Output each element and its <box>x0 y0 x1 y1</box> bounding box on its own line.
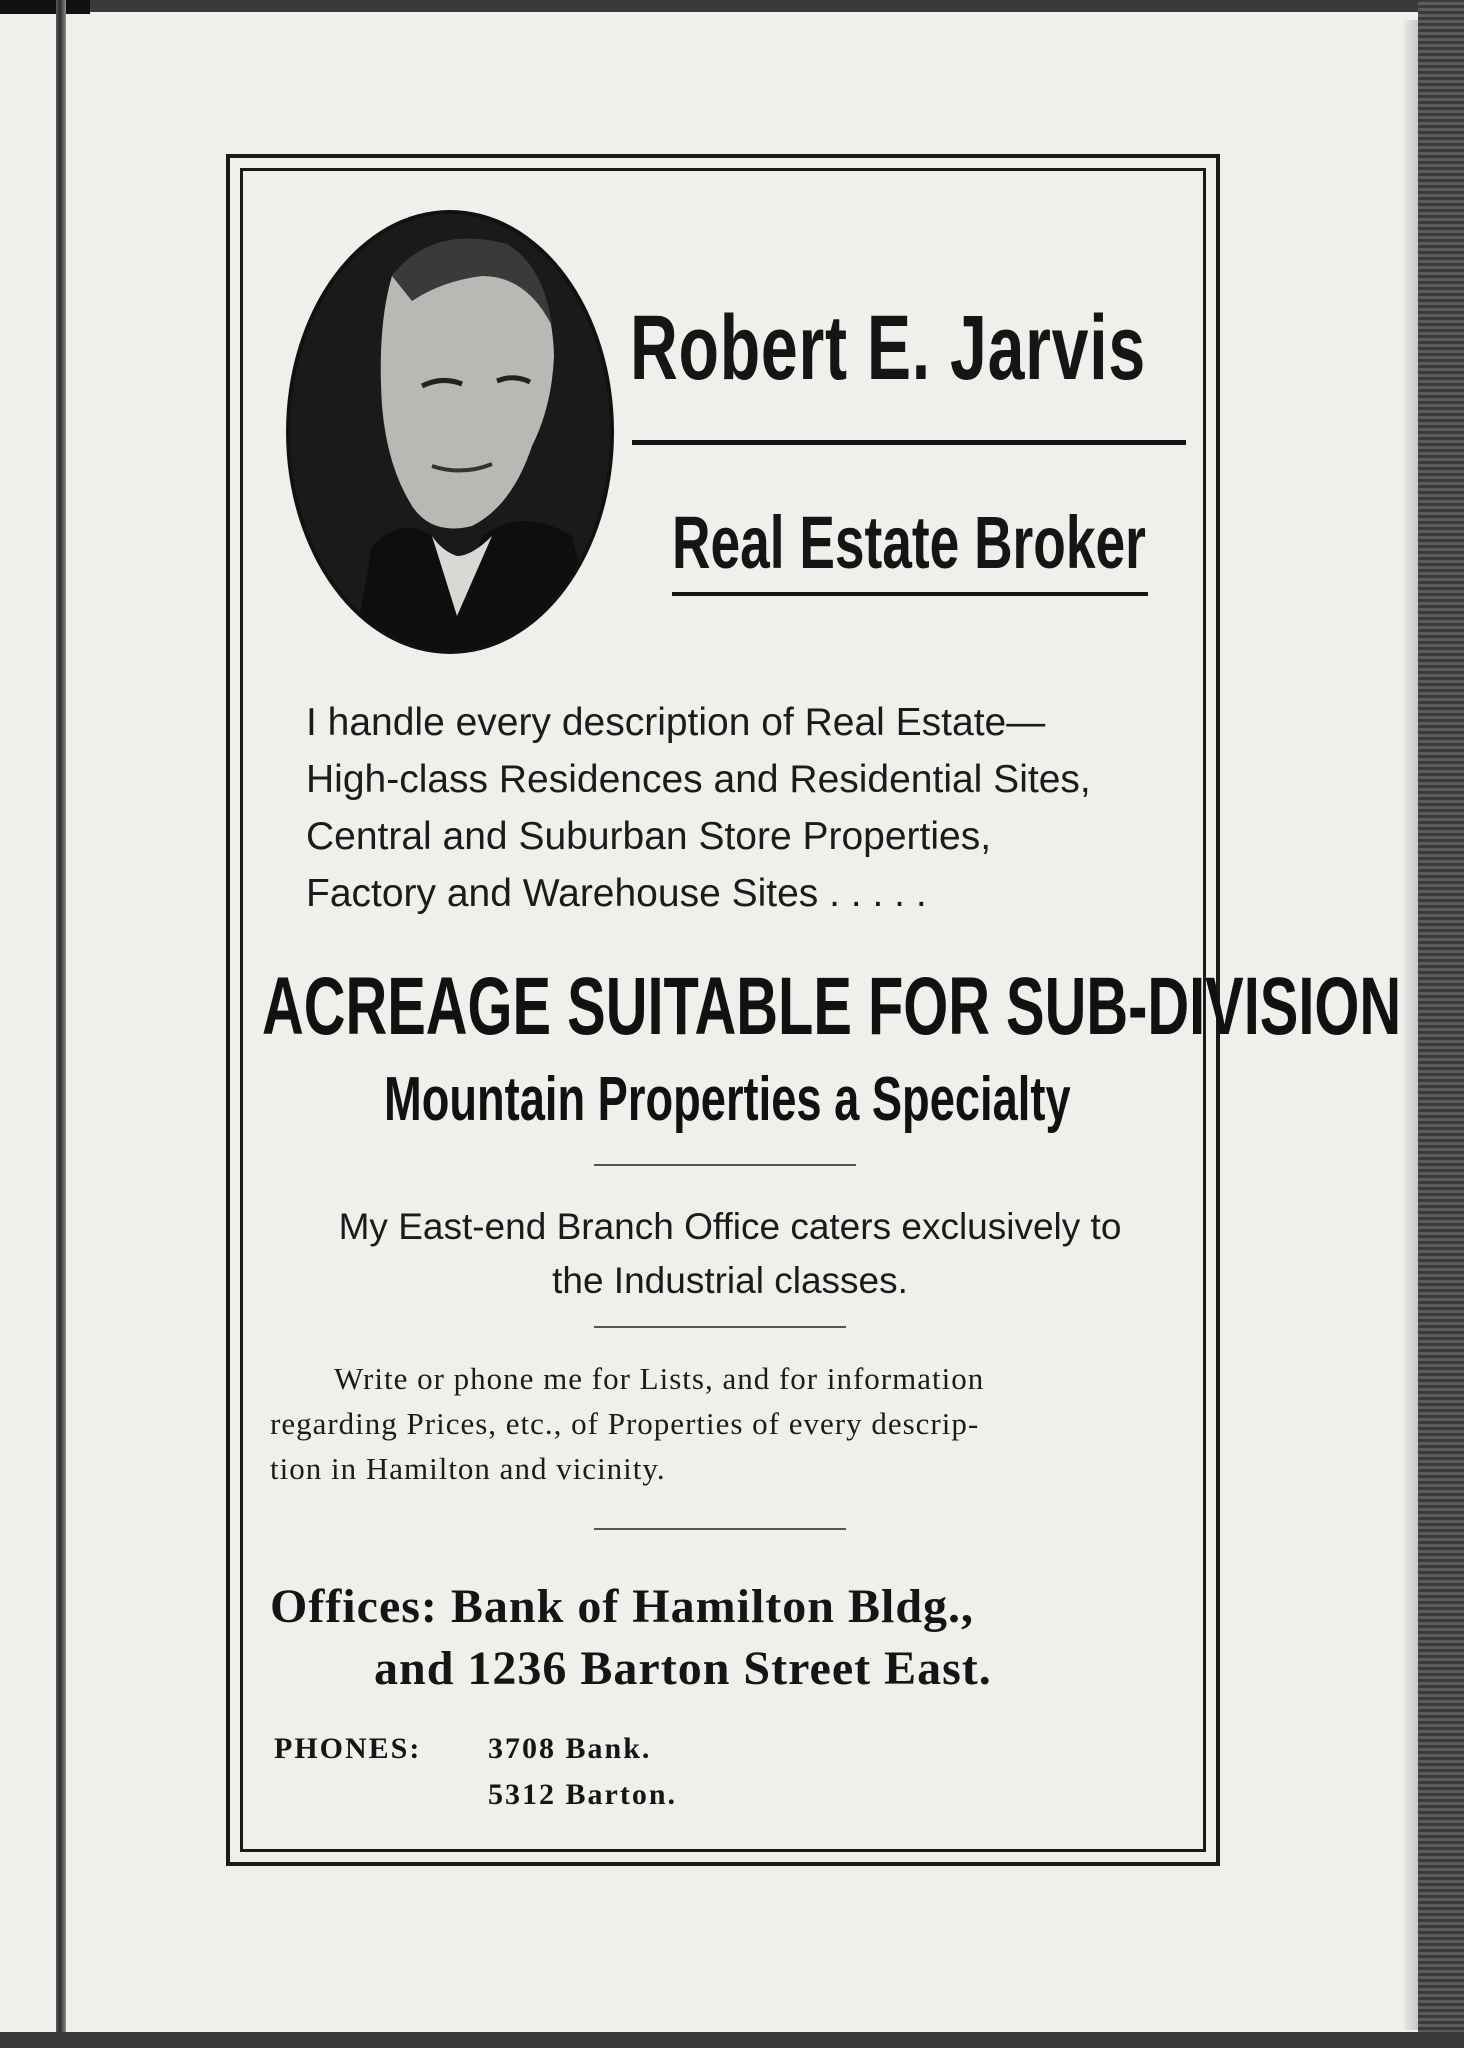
title-underline <box>672 592 1148 596</box>
description-line: High-class Residences and Residential Sites, <box>306 758 1091 801</box>
description-line: I handle every description of Real Estate— <box>306 701 1046 744</box>
branch-office-note <box>270 1200 1190 1308</box>
contact-note <box>270 1356 1170 1491</box>
description-line: Central and Suburban Store Properties, <box>306 815 992 858</box>
description-line: Factory and Warehouse Sites . . . . . <box>306 872 927 915</box>
branch-line: My East-end Branch Office caters exclusively to <box>338 1206 1122 1247</box>
offices-line: and 1236 Barton Street East. <box>374 1642 992 1695</box>
phone-numbers <box>274 1726 874 1818</box>
portrait-photo <box>282 206 618 658</box>
contact-line: Write or phone me for Lists, and for information <box>334 1361 985 1396</box>
offices-address <box>270 1576 1180 1700</box>
page-stack-edge <box>1404 20 1418 2030</box>
phone-number: 3708 Bank. <box>488 1732 652 1765</box>
divider <box>594 1164 856 1166</box>
name-underline <box>632 440 1186 445</box>
offices-line: Offices: Bank of Hamilton Bldg., <box>270 1580 975 1633</box>
divider <box>594 1326 846 1328</box>
contact-line: regarding Prices, etc., of Properties of every descrip- <box>270 1406 980 1441</box>
page-top-edge <box>0 0 1464 12</box>
services-description <box>306 694 1156 922</box>
broker-name: Robert E. Jarvis <box>630 297 1146 399</box>
page-bottom-edge <box>0 2032 1464 2048</box>
book-gutter <box>56 0 66 2048</box>
headline: ACREAGE SUITABLE FOR SUB-DIVISION <box>262 961 1402 1052</box>
branch-line: the Industrial classes. <box>552 1260 908 1301</box>
phones-label: PHONES: <box>274 1732 422 1765</box>
phone-number: 5312 Barton. <box>488 1778 677 1811</box>
broker-title: Real Estate Broker <box>672 501 1146 584</box>
divider <box>594 1528 846 1530</box>
subheadline: Mountain Properties a Specialty <box>384 1065 1071 1134</box>
contact-line: tion in Hamilton and vicinity. <box>270 1451 666 1486</box>
book-binding <box>1418 0 1464 2048</box>
